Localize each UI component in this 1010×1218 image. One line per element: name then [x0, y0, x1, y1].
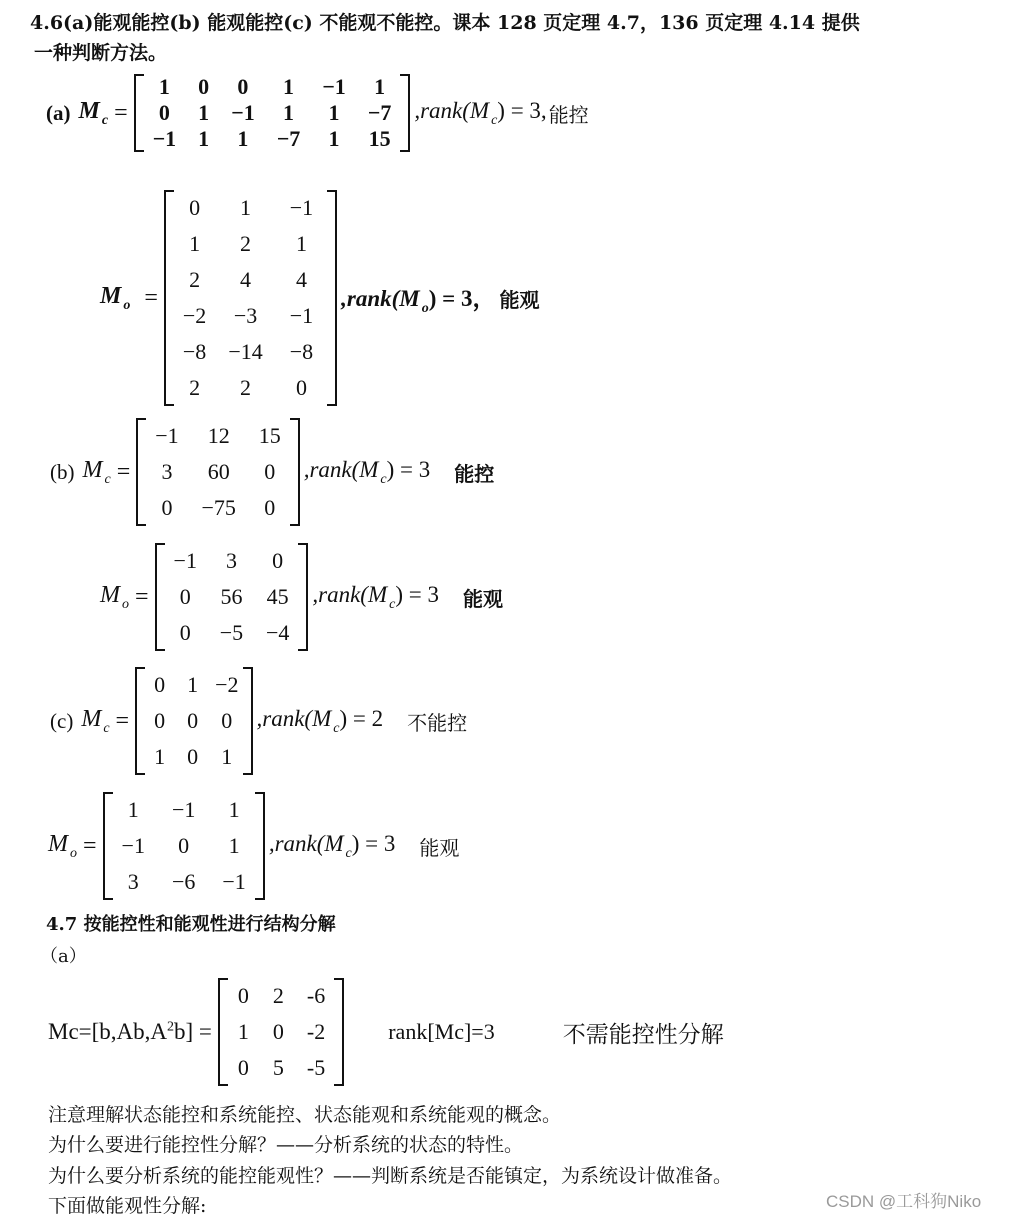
part-label-a: （a） — [40, 946, 87, 967]
rank-expression: ,rank(M $_c$) = 3 — [303, 456, 431, 487]
eq-4-7-mc — [48, 978, 724, 1086]
verdict: 能控 — [548, 102, 589, 127]
matrix-name: M $_c$ — [78, 97, 109, 128]
note: 不需能控性分解 — [562, 1021, 724, 1048]
rank-expression: ,rank(M $_c$) = 3 — [268, 830, 396, 861]
matrix-name: M $_o$ — [48, 830, 77, 861]
note-line: 注意理解状态能控和系统能控、状态能观和系统能观的概念。 — [48, 1104, 562, 1126]
matrix-b-mc: −1 12 15 3 60 0 0 −75 0 — [136, 418, 299, 526]
equals-sign: = — [116, 458, 131, 485]
matrix-name: M $_c$ — [81, 705, 110, 736]
eq-c-mc — [50, 667, 467, 775]
watermark: CSDN @工科狗Niko — [826, 1192, 982, 1211]
part-label: (c) — [50, 708, 74, 733]
matrix-a-mo: 0 1 −1 1 2 1 2 4 4 −2 −3 −1 −8 −14 −8 2 2 0 — [164, 190, 337, 406]
equals-sign: = — [144, 284, 158, 311]
eq-c-mo — [48, 792, 459, 900]
equals-sign: = — [115, 707, 130, 734]
mc-expression: $Mc=[b,Ab,A^2b]$ = — [48, 1019, 212, 1044]
verdict: 不能控 — [407, 710, 468, 735]
matrix-c-mc: 0 1 −2 0 0 0 1 0 1 — [135, 667, 252, 775]
verdict: 能观 — [499, 287, 540, 312]
header-line-2: 一种判断方法。 — [34, 42, 168, 64]
matrix-name: M $_o$ — [100, 282, 131, 313]
rank-expression: ,rank(M $_c$) = 3 — [312, 581, 439, 612]
rank-expression: ,rank(M $_c$) = 3, — [414, 97, 547, 128]
eq-a-mo — [100, 190, 540, 406]
equals-sign: = — [83, 832, 97, 859]
verdict: 能观 — [462, 586, 503, 611]
matrix-name: M $_o$ — [100, 581, 129, 612]
verdict: 能控 — [454, 461, 495, 486]
note-line: 下面做能观性分解: — [48, 1195, 207, 1217]
eq-b-mc — [50, 418, 494, 526]
rank-expression: ,rank(M $_c$) = 2 — [256, 705, 384, 736]
matrix-a-mc: 1 0 0 1 −1 1 0 1 −1 1 1 −7 −1 1 1 −7 1 15 — [134, 74, 411, 152]
part-label: (a) — [46, 100, 71, 125]
rank-expression: ,rank(M $_o$) = 3， — [341, 285, 496, 316]
equals-sign: = — [114, 99, 128, 126]
section-heading-4-7: 4.7 按能控性和能观性进行结构分解 — [46, 914, 336, 935]
matrix-c-mo: 1 −1 1 −1 0 1 3 −6 −1 — [103, 792, 265, 900]
matrix-b-mo: −1 3 0 0 56 45 0 −5 −4 — [155, 543, 309, 651]
header-line-1: 4.6(a)能观能控(b) 能观能控(c) 不能观不能控。课本 128 页定理 4.7，136 页定理 4.14 提供 — [30, 12, 860, 34]
rank-text: rank[Mc]=3 — [388, 1019, 495, 1044]
matrix-4-7-mc: 0 2 -6 1 0 -2 0 5 -5 — [218, 978, 344, 1086]
verdict: 能观 — [419, 835, 460, 860]
note-line: 为什么要分析系统的能控能观性？——判断系统是否能镇定，为系统设计做准备。 — [48, 1165, 733, 1187]
equals-sign: = — [135, 583, 149, 610]
eq-b-mo — [100, 543, 503, 651]
note-line: 为什么要进行能控性分解？——分析系统的状态的特性。 — [48, 1134, 524, 1156]
part-label: (b) — [50, 459, 75, 484]
matrix-name: M $_c$ — [82, 456, 111, 487]
eq-a-mc — [46, 74, 589, 152]
